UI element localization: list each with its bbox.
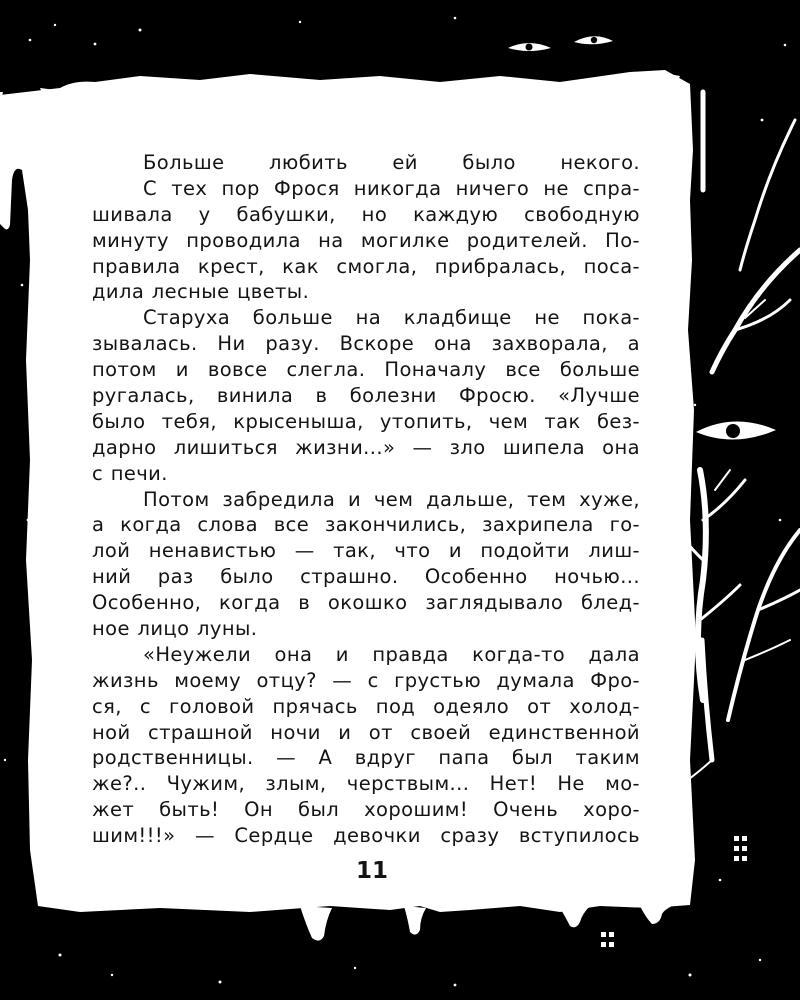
text-line: ругалась, винила в болезни Фросю. «Лучше	[92, 384, 640, 408]
text-line: ний раз было страшно. Особенно ночью...	[92, 565, 640, 589]
text-line: Особенно, когда в окошко заглядывало блед-	[92, 591, 640, 615]
text-line: ся, с головой прячась под одеяло от холод-	[92, 694, 640, 718]
text-line: ной страшной ночи и от своей единственной	[92, 720, 640, 744]
text-line: жет быть! Он был хорошим! Очень хоро-	[92, 798, 640, 822]
text-line: потом и вовсе слегла. Поначалу все больше	[92, 358, 640, 382]
text-line: Больше любить ей было некого.	[143, 151, 640, 174]
text-line: дила лесные цветы.	[92, 280, 310, 304]
text-line: было тебя, крысеныша, утопить, чем так без-	[92, 409, 640, 433]
text-block	[92, 150, 640, 849]
text-line: Потом забредила и чем дальше, тем хуже,	[143, 487, 640, 511]
text-line: же?.. Чужим, злым, черствым... Нет! Не мо-	[92, 772, 640, 796]
eye-right-icon	[696, 421, 776, 439]
text-line: Старуха больше на кладбище не пока-	[143, 306, 640, 330]
text-line: жизнь моему отцу? — с грустью думала Фро-	[92, 668, 640, 692]
text-line: С тех пор Фрося никогда ничего не спра-	[143, 176, 640, 200]
text-line: зывалась. Ни разу. Вскоре она захворала, а	[92, 332, 640, 356]
text-line: родственницы. — А вдруг папа был таким	[92, 746, 640, 770]
text-line: лой ненавистью — так, что и подойти лиш-	[92, 539, 640, 563]
text-line: дарно лишиться жизни...» — зло шипела она	[92, 435, 640, 459]
text-line: шим!!!» — Сердце девочки сразу вступилось	[92, 824, 640, 848]
text-line: с печи.	[92, 461, 168, 485]
text-line: а когда слова все закончились, захрипела го-	[92, 513, 640, 537]
text-line: ное лицо луны.	[92, 617, 258, 641]
text-line: шивала у бабушки, но каждую свободную	[92, 202, 640, 226]
page-number: 11	[355, 858, 388, 884]
text-line: «Неужели она и правда когда-то дала	[143, 642, 640, 666]
text-line: правила крест, как смогла, прибралась, поса-	[92, 254, 640, 278]
text-line: минуту проводила на могилке родителей. По-	[92, 228, 640, 252]
eyes-top-icon	[508, 36, 613, 51]
